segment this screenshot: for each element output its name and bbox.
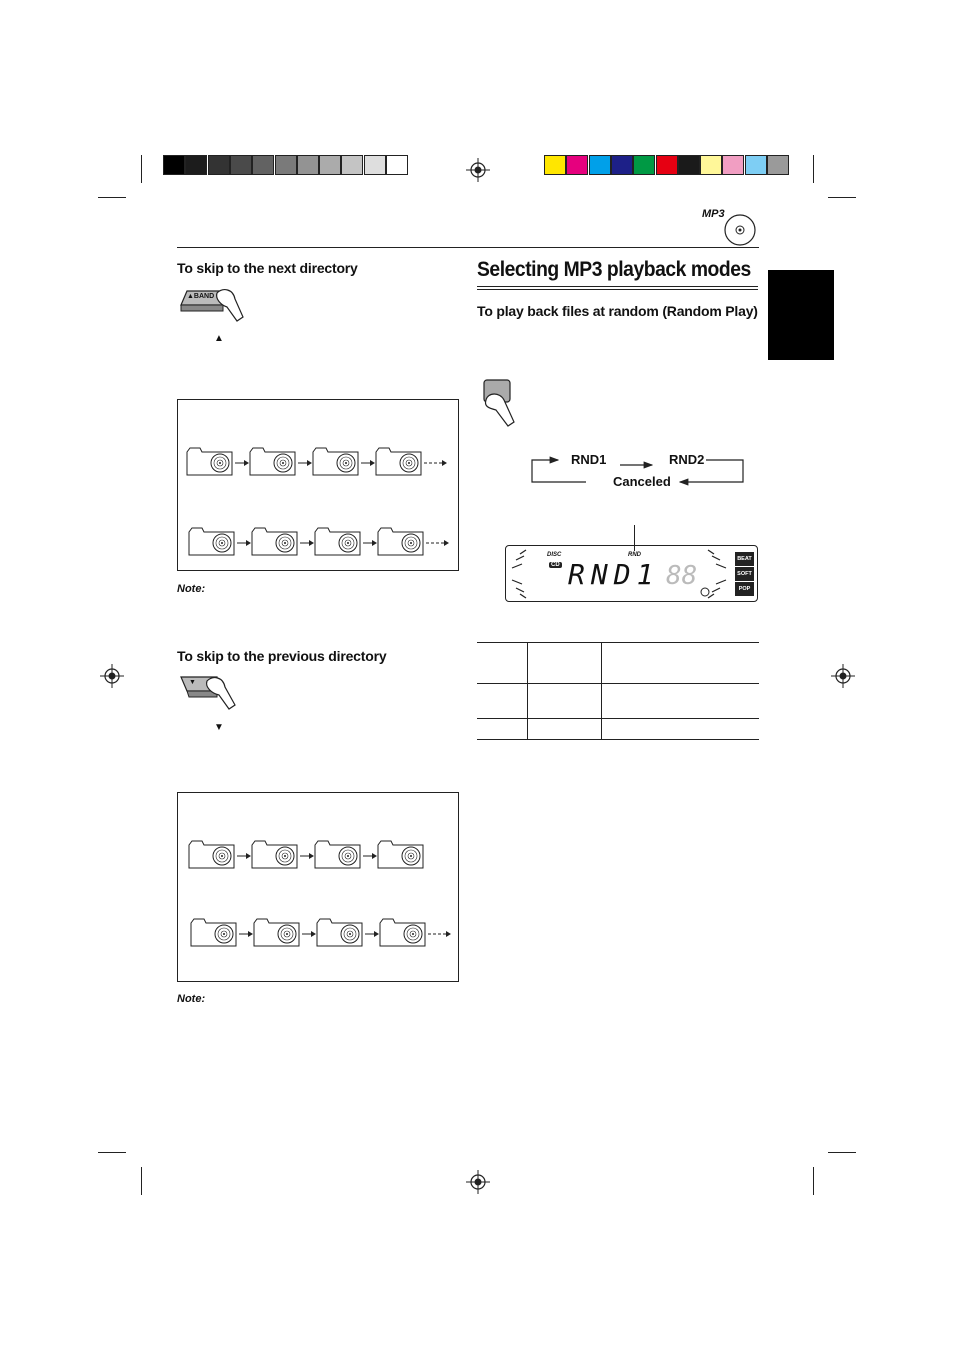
- folder-disc-icon: [314, 526, 362, 561]
- color-swatch: [678, 155, 700, 175]
- registration-mark-icon: [100, 664, 124, 688]
- registration-mark-icon: [466, 158, 490, 182]
- dashed-arrow-icon: [423, 446, 447, 481]
- color-swatch: [656, 155, 678, 175]
- color-swatch: [319, 155, 341, 175]
- up-arrow-icon: ▲: [214, 333, 224, 344]
- disc-icon: [724, 214, 756, 246]
- folder-disc-icon: [251, 839, 299, 874]
- arrow-icon: [360, 446, 375, 481]
- folder-disc-icon: [377, 526, 425, 561]
- color-swatch: [208, 155, 230, 175]
- soft-indicator: SOFT: [735, 567, 754, 581]
- lcd-digits: 88: [666, 561, 698, 591]
- arrow-icon: [236, 526, 251, 561]
- title-rule: [477, 289, 758, 290]
- arrow-icon: [299, 839, 314, 874]
- rnd1-label: RND1: [571, 452, 607, 467]
- arrow-icon: [299, 526, 314, 561]
- folder-disc-icon: [188, 839, 236, 874]
- color-swatch: [700, 155, 722, 175]
- next-directory-diagram: [177, 399, 459, 571]
- next-directory-heading: To skip to the next directory: [177, 260, 358, 276]
- canceled-label: Canceled: [613, 474, 671, 489]
- folder-disc-icon: [249, 446, 297, 481]
- table-cell: [528, 719, 602, 740]
- language-tab: [768, 270, 834, 360]
- color-swatch: [341, 155, 363, 175]
- color-swatch: [566, 155, 588, 175]
- arrow-icon: [362, 526, 377, 561]
- color-swatch: [364, 155, 386, 175]
- color-swatch: [767, 155, 789, 175]
- table-cell: [477, 719, 528, 740]
- down-button-label: ▼: [189, 679, 196, 686]
- color-swatch: [297, 155, 319, 175]
- folder-disc-icon: [251, 526, 299, 561]
- arrow-icon: [238, 917, 253, 952]
- table-cell: [477, 643, 528, 684]
- note-label: Note:: [177, 583, 206, 595]
- beat-indicator: BEAT: [735, 552, 754, 566]
- page-title: Selecting MP3 playback modes: [477, 258, 751, 281]
- color-swatch: [275, 155, 297, 175]
- folder-disc-icon: [312, 446, 360, 481]
- dashed-arrow-icon: [425, 526, 449, 561]
- folder-disc-icon: [379, 917, 427, 952]
- disc-indicator: DISC: [547, 552, 562, 558]
- sound-mode-indicators: [735, 552, 754, 596]
- random-button[interactable]: [478, 378, 538, 430]
- pop-indicator: POP: [735, 582, 754, 596]
- table-row: [477, 719, 759, 740]
- color-swatch: [185, 155, 207, 175]
- crop-mark: [828, 1152, 856, 1153]
- title-rule: [477, 286, 758, 287]
- folder-disc-icon: [377, 839, 425, 874]
- arrow-icon: [364, 917, 379, 952]
- color-swatch: [745, 155, 767, 175]
- registration-mark-icon: [466, 1170, 490, 1194]
- arrow-icon: [301, 917, 316, 952]
- sequence-arrows: [528, 455, 748, 487]
- table-cell: [602, 719, 760, 740]
- color-swatch: [544, 155, 566, 175]
- random-play-heading: To play back files at random (Random Play): [477, 303, 758, 319]
- color-swatch: [230, 155, 252, 175]
- random-mode-table: [477, 642, 759, 740]
- down-arrow-icon: ▼: [214, 722, 224, 733]
- folder-disc-icon: [316, 917, 364, 952]
- folder-disc-icon: [253, 917, 301, 952]
- previous-directory-diagram: [177, 792, 459, 982]
- folder-disc-icon: [186, 446, 234, 481]
- color-swatch: [163, 155, 185, 175]
- table-cell: [602, 684, 760, 719]
- dashed-arrow-icon: [427, 917, 451, 952]
- crop-mark: [813, 155, 814, 183]
- crop-mark: [813, 1167, 814, 1195]
- folder-disc-icon: [190, 917, 238, 952]
- crop-mark: [98, 197, 126, 198]
- table-row: [477, 684, 759, 719]
- color-swatch: [633, 155, 655, 175]
- lcd-main-text: RND1: [568, 558, 660, 591]
- table-cell: [602, 643, 760, 684]
- cd-indicator: CD: [551, 562, 560, 568]
- lcd-segment-ticks: [506, 546, 756, 600]
- mp3-logo-text: MP3: [702, 208, 725, 220]
- registration-mark-icon: [831, 664, 855, 688]
- band-button-label: ▲BAND: [187, 293, 215, 300]
- color-swatch: [589, 155, 611, 175]
- rnd2-label: RND2: [669, 452, 705, 467]
- arrow-icon: [297, 446, 312, 481]
- color-swatch: [722, 155, 744, 175]
- color-swatch: [252, 155, 274, 175]
- crop-mark: [98, 1152, 126, 1153]
- arrow-icon: [234, 446, 249, 481]
- mp3-logo: [700, 206, 760, 246]
- down-button[interactable]: [177, 671, 257, 711]
- table-cell: [528, 684, 602, 719]
- note-label: Note:: [177, 993, 206, 1005]
- band-button[interactable]: [177, 283, 257, 323]
- arrow-icon: [236, 839, 251, 874]
- table-cell: [528, 643, 602, 684]
- previous-directory-heading: To skip to the previous directory: [177, 648, 387, 664]
- table-row: [477, 643, 759, 684]
- folder-disc-icon: [188, 526, 236, 561]
- crop-mark: [141, 155, 142, 183]
- lcd-display: [505, 545, 758, 602]
- crop-mark: [828, 197, 856, 198]
- arrow-icon: [362, 839, 377, 874]
- rnd-indicator: RND: [628, 552, 641, 558]
- folder-disc-icon: [314, 839, 362, 874]
- header-rule: [177, 247, 759, 248]
- crop-mark: [141, 1167, 142, 1195]
- color-swatch: [386, 155, 408, 175]
- color-swatch: [611, 155, 633, 175]
- folder-disc-icon: [375, 446, 423, 481]
- table-cell: [477, 684, 528, 719]
